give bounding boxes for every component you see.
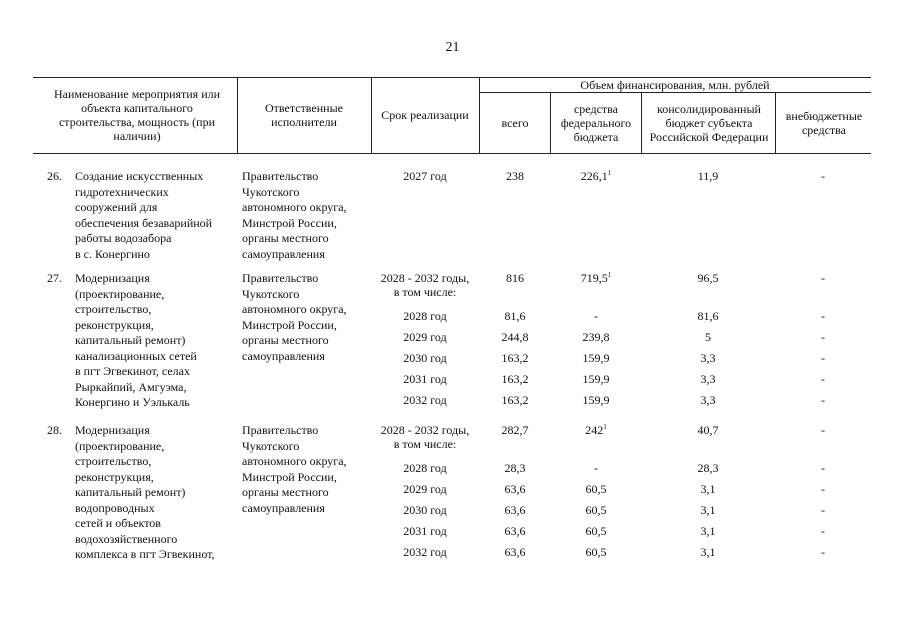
term-cell-sub: в том числе: [393,285,457,299]
measure-name-line: сооружений для [75,200,158,214]
federal-cell [553,423,639,438]
federal-value: 60,5 [585,524,607,538]
column-divider [371,77,372,153]
total-cell: 63,6 [504,545,526,559]
total-cell: 163,2 [501,372,529,386]
executor-line: Чукотского [242,184,300,199]
measure-name-line: в с. Конергино [75,246,150,261]
header-bottom-rule [33,153,871,154]
extra-cell: - [821,372,825,386]
term-cell: 2032 год [403,545,447,559]
extra-cell: - [821,393,825,407]
total-cell: 63,6 [504,524,526,538]
executor-line: Минстрой России, [242,317,337,332]
total-cell: 163,2 [501,393,529,407]
extra-cell: - [821,461,825,475]
executor-line: самоуправления [242,500,325,515]
total-cell: 28,3 [504,461,526,475]
total-cell: 63,6 [504,482,526,496]
federal-value: 159,9 [582,393,610,407]
header-name: Наименование мероприятия или объекта капитального строительства, мощность (при наличии) [53,87,221,143]
regional-cell: 3,3 [700,393,716,407]
measure-name-line: (проектирование, [75,438,165,453]
executor-line: Правительство [242,271,319,285]
executor-line: Правительство [242,423,319,437]
executor-line: автономного округа, [242,200,347,214]
executor-line: самоуправления [242,246,325,261]
regional-cell: 3,1 [700,524,716,538]
term-cell: 2032 год [403,393,447,407]
regional-cell: 96,5 [697,271,719,285]
measure-name-line: канализационных сетей [75,348,197,363]
extra-cell: - [821,503,825,517]
footnote-mark: 1 [603,423,607,431]
federal-value: 719,5 [580,271,608,285]
regional-cell: 40,7 [697,423,719,437]
federal-cell [553,461,639,476]
federal-cell [553,524,639,539]
column-divider [237,77,238,153]
federal-cell [553,545,639,560]
term-cell: 2031 год [403,524,447,538]
federal-value: 159,9 [582,351,610,365]
regional-cell: 3,1 [700,482,716,496]
federal-cell [553,372,639,387]
header-financing: Объем финансирования, млн. рублей [580,78,770,92]
measure-name-line: водопроводных [75,500,155,515]
regional-cell: 3,1 [700,545,716,559]
header-executors: Ответственные исполнители [265,101,343,129]
term-cell: 2028 - 2032 годы, [380,423,470,437]
executor-line: Чукотского [242,438,300,453]
measure-name-line: комплекса в пгт Эгвекинот, [75,547,215,561]
measure-name-line: реконструкция, [75,317,154,332]
regional-cell: 3,1 [700,503,716,517]
header-extra: внебюджетные средства [785,108,863,137]
footnote-mark: 1 [607,271,612,279]
total-cell: 282,7 [501,423,529,437]
federal-value: 60,5 [585,503,607,517]
federal-cell [553,351,639,366]
regional-cell: 11,9 [697,169,719,183]
total-cell: 238 [506,169,524,183]
column-divider [641,92,642,153]
header-regional: консолидированный бюджет субъекта Российской Федерации [649,101,769,144]
term-cell: 2028 год [403,461,447,475]
term-cell: 2029 год [403,482,447,496]
executor-line: органы местного [242,485,329,499]
term-cell: 2027 год [403,169,447,183]
term-cell: 2029 год [403,330,447,344]
executor-line: органы местного [242,333,329,347]
measure-name-line: Модернизация [75,271,150,285]
extra-cell: - [821,524,825,538]
row-number: 26. [47,169,62,183]
executor-line: автономного округа, [242,302,347,316]
total-cell: 63,6 [504,503,526,517]
measure-name-line: Конергино и Уэлькаль [75,395,190,409]
extra-cell: - [821,330,825,344]
term-cell: 2031 год [403,372,447,386]
measure-name-line: капитальный ремонт) [75,333,186,347]
measure-name-line: Создание искусственных [75,169,204,183]
total-cell: 244,8 [501,330,529,344]
executor-line: самоуправления [242,348,325,363]
footnote-mark: 1 [607,169,612,177]
measure-name-line: водохозяйственного [75,531,178,546]
federal-value: 242 [585,423,604,437]
term-cell: 2028 год [403,309,447,323]
header-total: всего [501,115,529,130]
extra-cell: - [821,482,825,496]
page-number: 21 [445,40,460,55]
federal-cell [553,482,639,497]
row-number: 27. [47,271,62,285]
federal-value: 60,5 [585,482,607,496]
executor-line: Правительство [242,169,319,183]
executor-line: Чукотского [242,286,300,301]
extra-cell: - [821,545,825,559]
measure-name-line: обеспечения безаварийной [75,215,213,230]
column-divider [550,92,551,153]
measure-name-line: капитальный ремонт) [75,485,186,499]
regional-cell: 3,3 [700,351,716,365]
federal-value: 159,9 [582,372,610,386]
extra-cell: - [821,423,825,437]
measure-name-line: строительство, [75,454,152,468]
measure-name-line: строительство, [75,302,152,316]
federal-cell [553,271,639,286]
measure-name-line: гидротехнических [75,184,169,199]
header-term: Срок реализации [381,108,469,122]
measure-name-line: Рыркайпий, Амгуэма, [75,379,187,394]
column-divider [775,92,776,153]
term-cell: 2030 год [403,503,447,517]
total-cell: 81,6 [504,309,526,323]
federal-value: - [594,309,598,323]
federal-cell [553,503,639,518]
federal-value: 60,5 [585,545,607,559]
executor-line: Минстрой России, [242,469,337,484]
extra-cell: - [821,271,825,285]
term-cell: 2028 - 2032 годы, [380,271,470,285]
regional-cell: 28,3 [697,461,719,475]
extra-cell: - [821,309,825,323]
header-federal: средства федерального бюджета [560,101,632,144]
federal-value: 226,1 [580,169,608,183]
extra-cell: - [821,351,825,365]
measure-name-line: Модернизация [75,423,150,437]
federal-cell [553,309,639,324]
measure-name-line: (проектирование, [75,286,165,301]
regional-cell: 81,6 [697,309,719,323]
regional-cell: 3,3 [700,372,716,386]
executor-line: органы местного [242,231,329,245]
row-number: 28. [47,423,62,437]
measure-name-line: реконструкция, [75,469,154,484]
federal-cell [553,393,639,408]
measure-name-line: в пгт Эгвекинот, селах [75,364,190,378]
federal-cell [553,169,639,184]
total-cell: 816 [506,271,524,285]
federal-value: - [594,461,598,475]
term-cell-sub: в том числе: [393,437,457,451]
federal-cell [553,330,639,345]
federal-value: 239,8 [582,330,610,344]
term-cell: 2030 год [403,351,447,365]
extra-cell: - [821,169,825,183]
executor-line: автономного округа, [242,454,347,468]
total-cell: 163,2 [501,351,529,365]
executor-line: Минстрой России, [242,215,337,230]
measure-name-line: работы водозабора [75,231,172,245]
measure-name-line: сетей и объектов [75,516,161,530]
regional-cell: 5 [705,330,711,344]
